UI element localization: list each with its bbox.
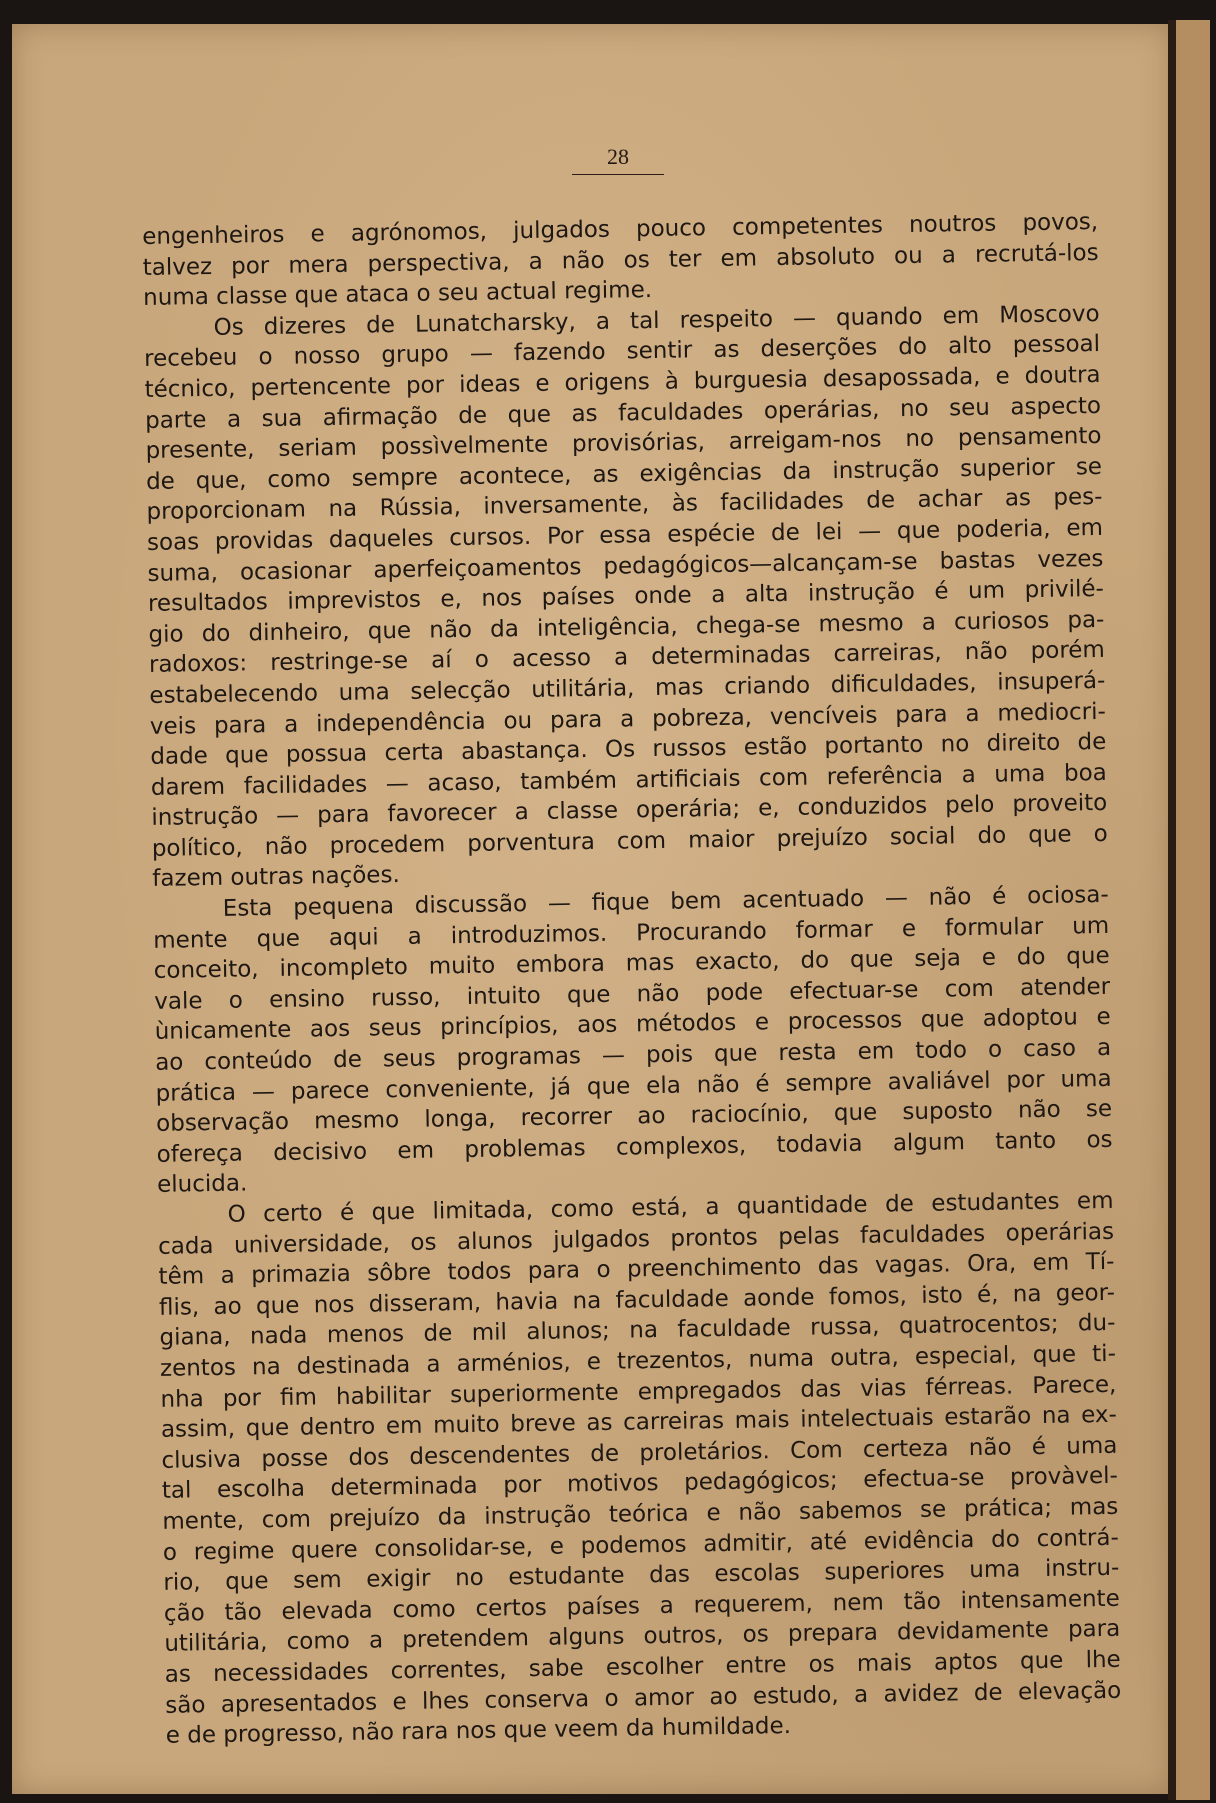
- text-line: gio do dinheiro, que não da inteligência, chega-se mesmo a curiosos pa-: [148, 606, 1105, 648]
- text-line: veis para a independência ou para a pobreza, vencíveis para a mediocri-: [149, 698, 1107, 740]
- text-line: fazem outras nações.: [152, 862, 400, 893]
- text-line: técnico, pertencente por ideas e origens à burguesia desapossada, e doutra: [144, 361, 1101, 403]
- text-line: observação mesmo longa, recorrer ao raciocínio, que suposto não se: [155, 1096, 1113, 1138]
- text-line: ção tão elevada como certos países a requerem, nem tão intensamente: [163, 1585, 1120, 1627]
- text-line: Os dizeres de Lunatcharsky, a tal respeito — quando em Moscovo: [213, 300, 1100, 341]
- text-line: conceito, incompleto muito embora mas exacto, do que seja e do que: [153, 943, 1110, 985]
- text-line: talvez por mera perspectiva, a não os ter em absoluto ou a recrutá-los: [142, 239, 1099, 281]
- text-line: o regime quere consolidar-se, e podemos admitir, até evidência do contrá-: [162, 1524, 1119, 1566]
- text-line: flis, ao que nos disseram, havia na faculdade aonde fomos, isto é, na geor-: [158, 1279, 1116, 1321]
- text-line: ao conteúdo de seus programas — pois que resta em todo o caso a: [155, 1034, 1112, 1076]
- paragraph: [153, 880, 1114, 1201]
- text-line: numa classe que ataca o seu actual regime.: [142, 277, 653, 312]
- text-line: utilitária, como a pretendem alguns outros, os prepara devidamente para: [164, 1616, 1121, 1658]
- text-line: e de progresso, não rara nos que veem da humildade.: [165, 1713, 792, 1749]
- text-line: ùnicamente aos seus princípios, aos métodos e processos que adoptou e: [154, 1004, 1111, 1046]
- paragraph: [143, 299, 1108, 895]
- text-line: mente, com prejuízo da instrução teórica e não sabemos se prática; mas: [162, 1493, 1119, 1535]
- text-line: de que, como sempre acontece, as exigências da instrução superior se: [145, 453, 1103, 495]
- text-line: soas providas daqueles cursos. Por essa espécie de lei — que poderia, em: [146, 514, 1104, 556]
- text-line: giana, nada menos de mil alunos; na faculdade russa, quatrocentos; du-: [159, 1310, 1116, 1352]
- text-line: proporcionam na Rússia, inversamente, às facilidades de achar as pes-: [146, 484, 1103, 526]
- text-line: darem facilidades — acaso, também artificiais com referência a uma boa: [150, 759, 1107, 801]
- paragraph: [142, 207, 1099, 314]
- text-line: cada universidade, os alunos julgados prontos pelas faculdades operárias: [157, 1218, 1115, 1260]
- next-page-edge: [1176, 20, 1210, 1800]
- text-line: têm a primazia sôbre todos para o preenchimento das vagas. Ora, em Tí-: [158, 1249, 1115, 1291]
- body-text: [142, 207, 1122, 1752]
- text-line: mente que aqui a introduzimos. Procurando formar e formular um: [153, 912, 1110, 954]
- text-line: instrução — para favorecer a classe operária; e, conduzidos pelo proveito: [151, 790, 1108, 832]
- text-line: vale o ensino russo, intuito que não pode efectuar-se com atender: [154, 973, 1111, 1015]
- text-line: prática — parece conveniente, já que ela não é sempre avaliável por uma: [155, 1065, 1112, 1107]
- text-line: estabelecendo uma selecção utilitária, mas criando dificuldades, insuperá-: [149, 667, 1106, 709]
- text-line: parte a sua afirmação de que as faculdades operárias, no seu aspecto: [144, 392, 1102, 434]
- text-line: Esta pequena discussão — fique bem acentuado — não é ociosa-: [222, 881, 1109, 922]
- text-line: resultados imprevistos e, nos países onde a alta instrução é um privilé-: [147, 576, 1105, 618]
- text-line: são apresentados e lhes conserva o amor ao estudo, a avidez de elevação: [165, 1677, 1122, 1719]
- text-line: as necessidades correntes, sabe escolher entre os mais aptos que lhe: [164, 1646, 1121, 1688]
- text-line: clusiva posse dos descendentes de proletários. Com certeza não é uma: [161, 1432, 1118, 1474]
- text-line: dade que possua certa abastança. Os russos estão portanto no direito de: [150, 729, 1107, 771]
- text-line: assim, que dentro em muito breve as carreiras mais intelectuais estarão na ex-: [160, 1401, 1118, 1444]
- text-line: político, não procedem porventura com maior prejuízo social do que o: [151, 820, 1108, 862]
- text-line: nha por fim habilitar superiormente empregados das vias férreas. Parece,: [160, 1371, 1117, 1413]
- book-spine: [1168, 20, 1176, 1800]
- page-number: 28: [572, 144, 664, 175]
- text-line: presente, seriam possìvelmente provisórias, arreigam-nos no pensamento: [145, 423, 1102, 465]
- text-line: rio, que sem exigir no estudante das escolas superiores uma instru-: [163, 1554, 1120, 1596]
- text-line: O certo é que limitada, como está, a quantidade de estudantes em: [227, 1187, 1114, 1228]
- paragraph: [157, 1186, 1122, 1752]
- text-line: engenheiros e agrónomos, julgados pouco competentes noutros povos,: [142, 208, 1099, 250]
- text-line: tal escolha determinada por motivos pedagógicos; efectua-se provàvel-: [161, 1463, 1119, 1505]
- text-line: zentos na destinada a arménios, e trezentos, numa outra, especial, que ti-: [159, 1340, 1117, 1382]
- text-line: recebeu o nosso grupo — fazendo sentir as deserções do alto pessoal: [143, 331, 1101, 373]
- text-line: ofereça decisivo em problemas complexos, todavia algum tanto os: [156, 1126, 1113, 1168]
- text-line: radoxos: restringe-se aí o acesso a determinadas carreiras, não porém: [148, 637, 1106, 679]
- text-line: elucida.: [156, 1170, 248, 1199]
- text-line: suma, ocasionar aperfeiçoamentos pedagógicos—alcançam-se bastas vezes: [147, 545, 1104, 587]
